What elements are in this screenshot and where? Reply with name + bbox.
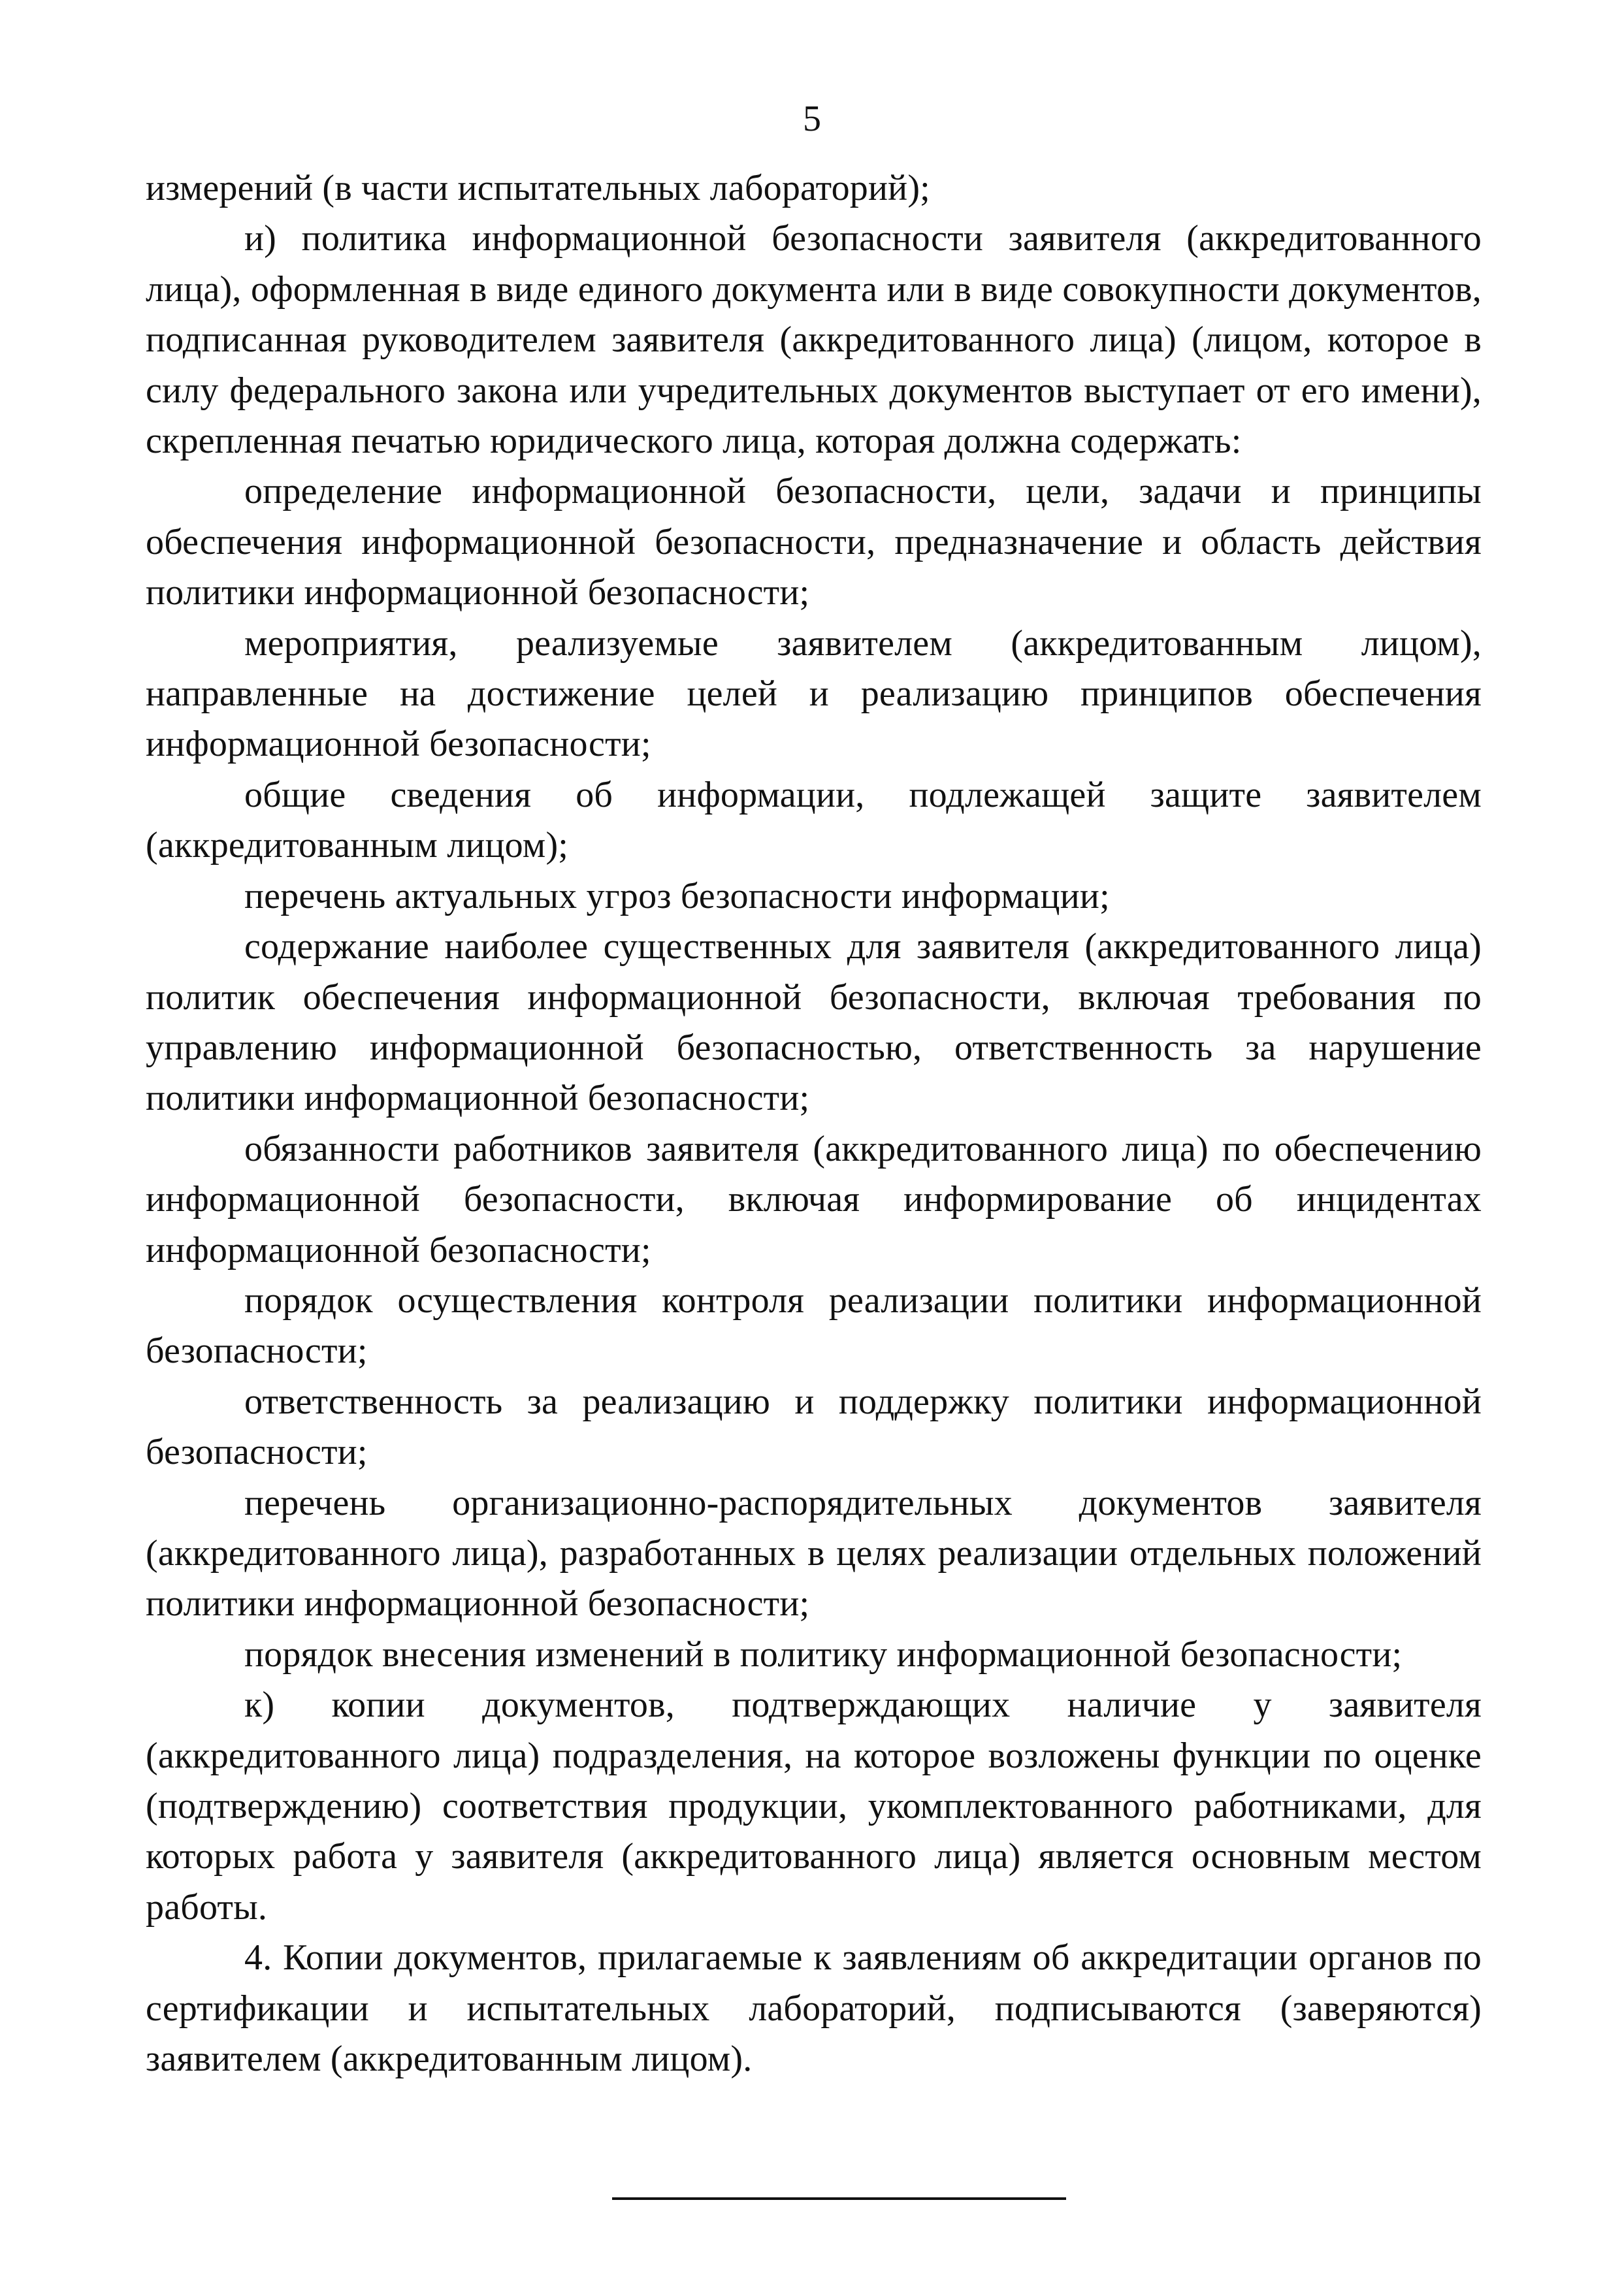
end-of-document-rule bbox=[612, 2197, 1066, 2200]
paragraph-definition: определение информационной безопасности, цели, задачи и принципы обеспечения информационной безопасности, предназначение и область действия политики информационной безопасности; bbox=[146, 471, 1482, 613]
paragraph-duties: обязанности работников заявителя (аккредитованного лица) по обеспечению информационной безопасности, включая информирование об инцидентах информационной безопасности; bbox=[146, 1128, 1482, 1270]
paragraph-changes: порядок внесения изменений в политику информационной безопасности; bbox=[244, 1634, 1403, 1675]
paragraph-item-i: и) политика информационной безопасности заявителя (аккредитованного лица), оформленная в виде единого документа или в виде совокупности документов, подписанная руководителем заявителя (аккредитованного лица) (лицом, которое в силу федерального закона или учредительных документов выступает от его имени), скрепленная печатью юридического лица, которая должна содержать: bbox=[146, 218, 1482, 462]
document-body bbox=[146, 163, 1482, 2084]
page-number: 5 bbox=[803, 99, 821, 139]
paragraph-item-k: к) копии документов, подтверждающих наличие у заявителя (аккредитованного лица) подразделения, на которое возложены функции по оценке (подтверждению) соответствия продукции, укомплектованного работниками, для которых работа у заявителя (аккредитованного лица) является основным местом работы. bbox=[146, 1685, 1482, 1928]
paragraph-threats: перечень актуальных угроз безопасности информации; bbox=[244, 875, 1110, 916]
paragraph-control: порядок осуществления контроля реализации политики информационной безопасности; bbox=[146, 1280, 1482, 1372]
paragraph-measures: мероприятия, реализуемые заявителем (аккредитованным лицом), направленные на достижение целей и реализацию принципов обеспечения информационной безопасности; bbox=[146, 622, 1482, 765]
paragraph-item-4: 4. Копии документов, прилагаемые к заявлениям об аккредитации органов по сертификации и испытательных лабораторий, подписываются (заверяются) заявителем (аккредитованным лицом). bbox=[146, 1937, 1482, 2080]
paragraph-responsibility: ответственность за реализацию и поддержку политики информационной безопасности; bbox=[146, 1381, 1482, 1473]
paragraph-policies: содержание наиболее существенных для заявителя (аккредитованного лица) политик обеспечения информационной безопасности, включая требования по управлению информационной безопасностью, ответственность за нарушение политики информационной безопасности; bbox=[146, 926, 1482, 1119]
paragraph-continuation: измерений (в части испытательных лабораторий); bbox=[146, 168, 930, 208]
paragraph-documents-list: перечень организационно-распорядительных документов заявителя (аккредитованного лица), разработанных в целях реализации отдельных положений политики информационной безопасности; bbox=[146, 1482, 1482, 1624]
paragraph-general-info: общие сведения об информации, подлежащей защите заявителем (аккредитованным лицом); bbox=[146, 774, 1482, 866]
